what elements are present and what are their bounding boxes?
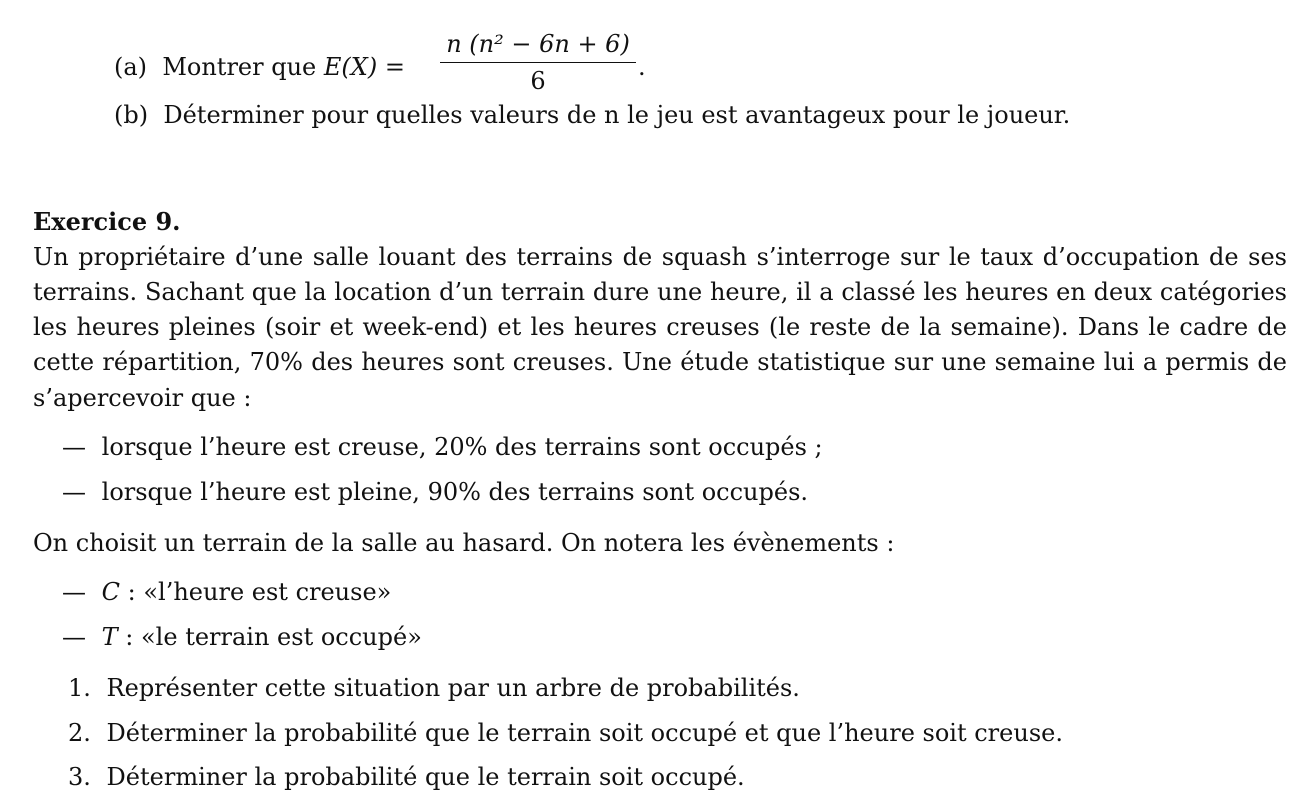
part-b-label: (b) [114,101,149,129]
part-a-text: Montrer que [162,53,317,81]
fact-text: lorsque l’heure est pleine, 90% des terrains sont occupés. [101,478,809,506]
formula-fraction [440,28,636,97]
paragraph-line: s’apercevoir que : [33,384,252,412]
event-text: : «l’heure est creuse» [120,578,392,606]
dash: — [62,623,86,651]
fact-item [62,430,823,465]
exercise-title-text: Exercice 9. [33,207,181,236]
question-number: 2. [68,719,91,747]
paragraph-line: Un propriétaire d’une salle louant des terrains de squash s’interroge sur le taux d’occupation de ses [33,243,1287,271]
event-symbol: T [101,623,118,651]
event-symbol: C [101,578,121,606]
part-a [114,50,405,85]
part-a-label: (a) [114,53,148,81]
fraction-bar [440,62,636,63]
question-text: Déterminer la probabilité que le terrain soit occupé. [106,763,745,791]
question-number: 1. [68,674,91,702]
event-item [62,620,422,655]
question-item [68,716,1063,751]
formula-numerator: n (n² − 6n + 6) [446,30,630,58]
paragraph-line: les heures pleines (soir et week-end) et les heures creuses (le reste de la semaine). Dans le cadre de [33,313,1287,341]
event-text: : «le terrain est occupé» [117,623,422,651]
events-intro: On choisit un terrain de la salle au hasard. On notera les évènements : [33,529,895,557]
fact-item [62,475,808,510]
fact-text: lorsque l’heure est creuse, 20% des terrains sont occupés ; [101,433,823,461]
exercise-title [33,204,181,239]
question-text: Représenter cette situation par un arbre de probabilités. [106,674,800,702]
paragraph-line: cette répartition, 70% des heures sont creuses. Une étude statistique sur une semaine lui a permis de [33,348,1287,376]
question-item [68,671,800,706]
formula-lhs: E(X) = [323,53,405,81]
question-item [68,760,745,795]
paragraph-line: terrains. Sachant que la location d’un terrain dure une heure, il a classé les heures en deux catégories [33,278,1287,306]
dash: — [62,478,86,506]
part-b [114,98,1070,133]
formula-denominator: 6 [530,67,546,95]
question-text: Déterminer la probabilité que le terrain soit occupé et que l’heure soit creuse. [106,719,1063,747]
dash: — [62,433,86,461]
formula-end: . [638,53,646,81]
question-number: 3. [68,763,91,791]
part-b-text: Déterminer pour quelles valeurs de n le jeu est avantageux pour le joueur. [163,101,1071,129]
event-item [62,575,391,610]
dash: — [62,578,86,606]
